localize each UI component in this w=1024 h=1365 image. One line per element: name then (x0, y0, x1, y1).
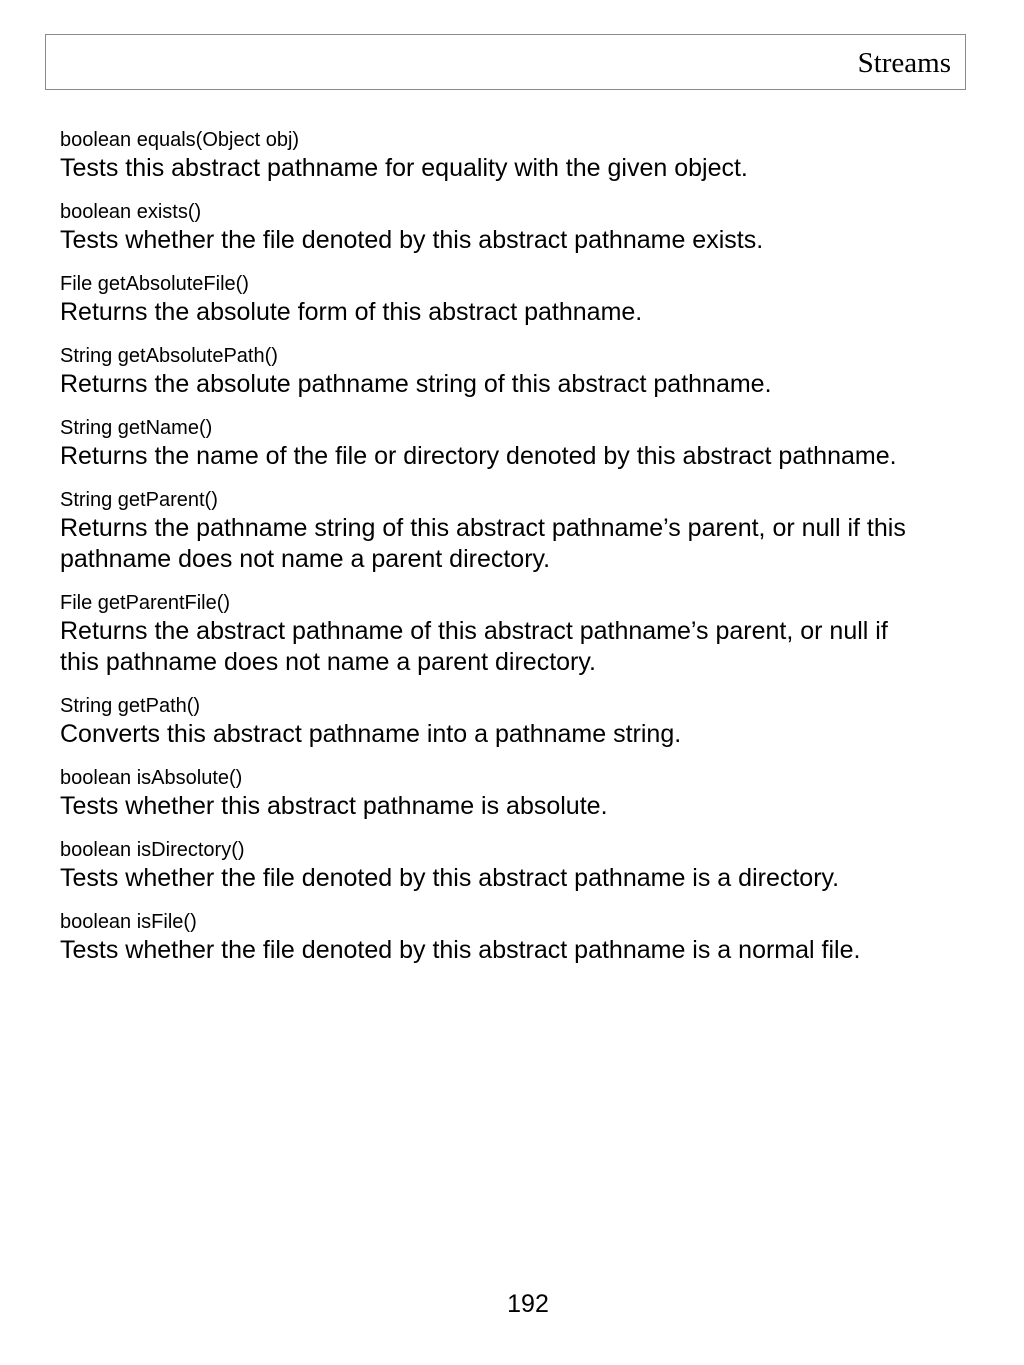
method-description: Tests whether the file denoted by this abstract pathname exists. (60, 226, 764, 254)
method-entry (60, 343, 910, 400)
page-header (45, 34, 966, 90)
method-description: Returns the pathname string of this abstract pathname’s parent, or null if this pathname does not name a parent directory. (60, 514, 906, 573)
method-signature: File getParentFile() (60, 592, 231, 614)
method-signature: boolean exists() (60, 201, 202, 223)
method-signature: boolean isAbsolute() (60, 767, 243, 789)
method-description: Returns the absolute form of this abstract pathname. (60, 298, 643, 326)
method-entry (60, 765, 910, 822)
method-description: Returns the abstract pathname of this abstract pathname’s parent, or null if this pathname does not name a parent directory. (60, 617, 888, 676)
method-entry (60, 693, 910, 750)
method-description: Tests whether the file denoted by this abstract pathname is a directory. (60, 864, 840, 892)
method-entry (60, 127, 910, 184)
method-entry (60, 909, 910, 966)
method-signature: File getAbsoluteFile() (60, 273, 249, 295)
header-title: Streams (857, 47, 951, 79)
method-signature: String getPath() (60, 695, 201, 717)
method-signature: boolean equals(Object obj) (60, 129, 300, 151)
method-description: Converts this abstract pathname into a pathname string. (60, 720, 682, 748)
method-description: Returns the absolute pathname string of this abstract pathname. (60, 370, 772, 398)
method-entry (60, 590, 910, 678)
method-description: Tests whether this abstract pathname is absolute. (60, 792, 608, 820)
method-signature: String getParent() (60, 489, 218, 511)
page-number: 192 (507, 1290, 549, 1318)
method-signature: String getName() (60, 417, 213, 439)
method-entry (60, 199, 910, 256)
method-description: Tests whether the file denoted by this abstract pathname is a normal file. (60, 936, 861, 964)
method-list (60, 127, 910, 981)
method-entry (60, 271, 910, 328)
method-entry (60, 837, 910, 894)
method-description: Tests this abstract pathname for equality with the given object. (60, 154, 748, 182)
method-signature: String getAbsolutePath() (60, 345, 278, 367)
method-description: Returns the name of the file or directory denoted by this abstract pathname. (60, 442, 897, 470)
method-signature: boolean isDirectory() (60, 839, 245, 861)
method-entry (60, 487, 910, 575)
method-entry (60, 415, 910, 472)
method-signature: boolean isFile() (60, 911, 197, 933)
